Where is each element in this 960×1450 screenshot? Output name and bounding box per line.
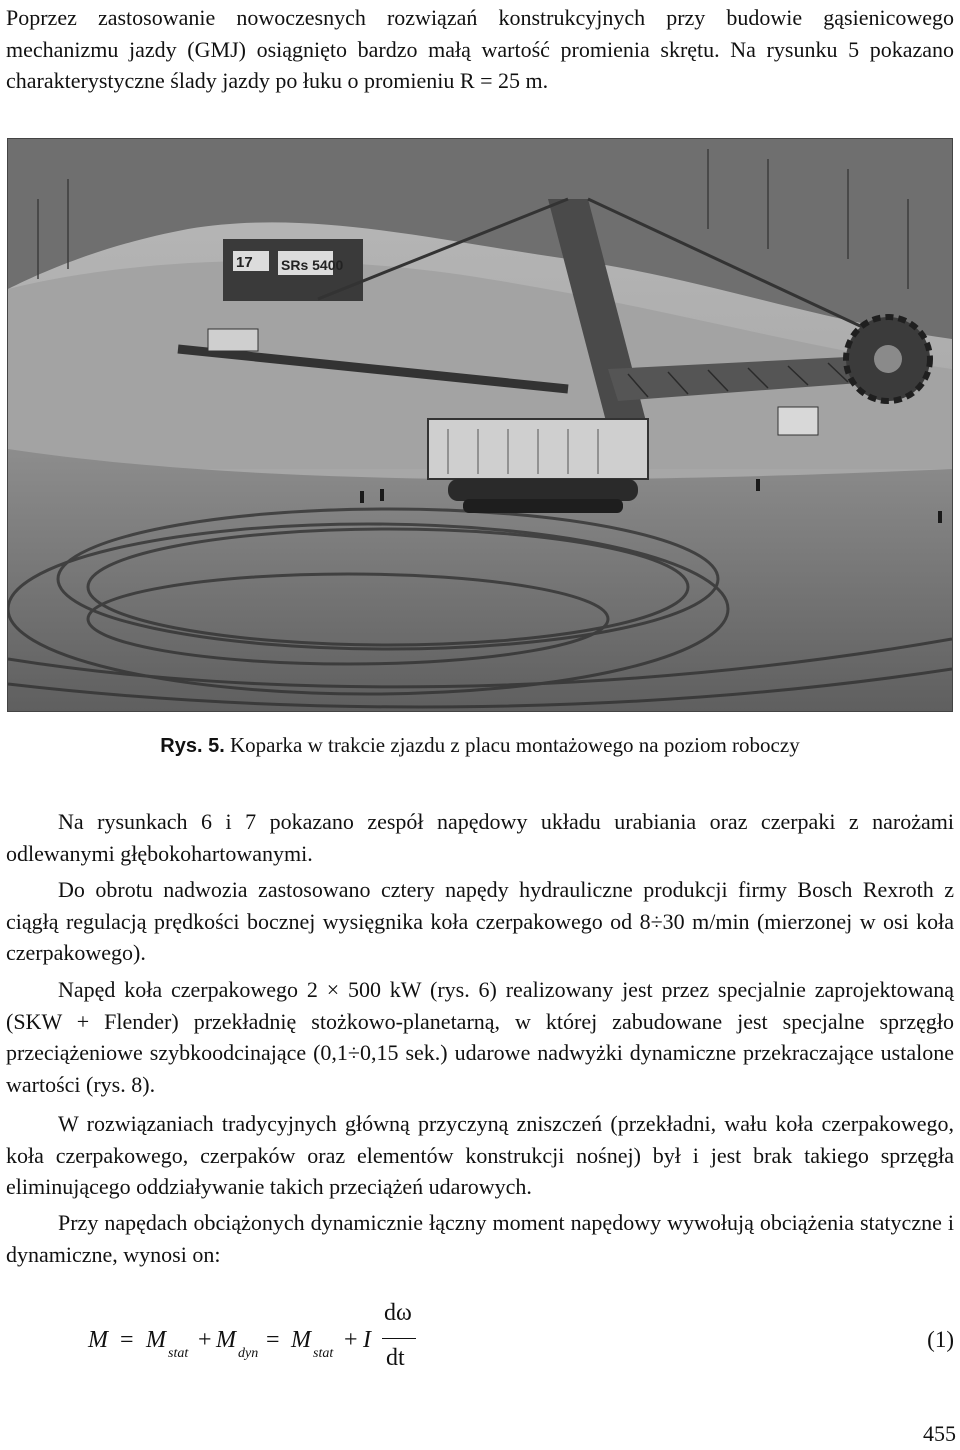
plus-1: + [198,1327,212,1353]
symbol-m-stat: M [146,1327,166,1353]
fraction-bar [382,1338,416,1339]
plus-2: + [344,1327,358,1353]
excavator-photo [7,138,953,712]
symbol-inertia: I [363,1327,371,1353]
subscript-stat: stat [168,1346,189,1361]
symbol-m: M [88,1327,108,1353]
subscript-dyn: dyn [238,1346,259,1361]
figure-caption [0,733,960,758]
equation-number: (1) [927,1327,954,1352]
paragraph-wheel-drive: Napęd koła czerpakowego 2 × 500 kW (rys. 6) realizowany jest przez specjalnie zaprojektowaną (SKW + Flender) przekładnię stożkowo-planetarną, w której zabudowane jest specjalne sprzęgło przeciążeniowe szybkoodcinające (0,1÷0,15 sek.) udarowe nadwyżki dynamiczne przekraczające ustalone wartości (rys. 8). [6,977,954,1097]
paragraph-traditional: W rozwiązaniach tradycyjnych główną przyczyną zniszczeń (przekładni, wału koła czerpakowego, koła czerpakowego, czerpaków oraz elementów konstrukcji nośnej) był i jest brak takiego sprzęgła eliminującego oddziaływanie takich przeciążeń udarowych. [6,1111,954,1199]
caption-label: Rys. 5. [160,735,225,757]
fraction-denominator: dt [386,1345,405,1371]
equals-1: = [120,1327,134,1353]
subscript-stat-2: stat [313,1346,334,1361]
paragraph-rotation: Do obrotu nadwozia zastosowano cztery napędy hydrauliczne produkcji firmy Bosch Rexroth z ciągłą regulacją prędkości bocznej wysięgnika koła czerpakowego od 8÷30 m/min (mierzonej w osi koła czerpakowego). [6,877,954,965]
symbol-m-dyn: M [216,1327,236,1353]
moment-formula [88,1300,878,1380]
fraction-numerator: dω [384,1300,412,1326]
page-number: 455 [923,1421,956,1446]
paragraph-drive: Na rysunkach 6 i 7 pokazano zespół napędowy układu urabiania oraz czerpaki z narożami odlewanymi głębokohartowanymi. [6,809,954,866]
machine-number: 17 [236,254,253,271]
machine-type: SRs 5400 [281,257,344,273]
intro-paragraph: Poprzez zastosowanie nowoczesnych rozwiązań konstrukcyjnych przy budowie gąsienicowego mechanizmu jazdy (GMJ) osiągnięto bardzo małą wartość promienia skrętu. Na rysunku 5 pokazano charakterystyczne ślady jazdy po łuku o promieniu R = 25 m. [6,5,954,93]
equals-2: = [266,1327,280,1353]
caption-text: Koparka w trakcie zjazdu z placu montażowego na poziom roboczy [230,733,800,757]
paragraph-moment: Przy napędach obciążonych dynamicznie łączny moment napędowy wywołują obciążenia statyczne i dynamiczne, wynosi on: [6,1210,954,1267]
symbol-m-stat-2: M [291,1327,311,1353]
